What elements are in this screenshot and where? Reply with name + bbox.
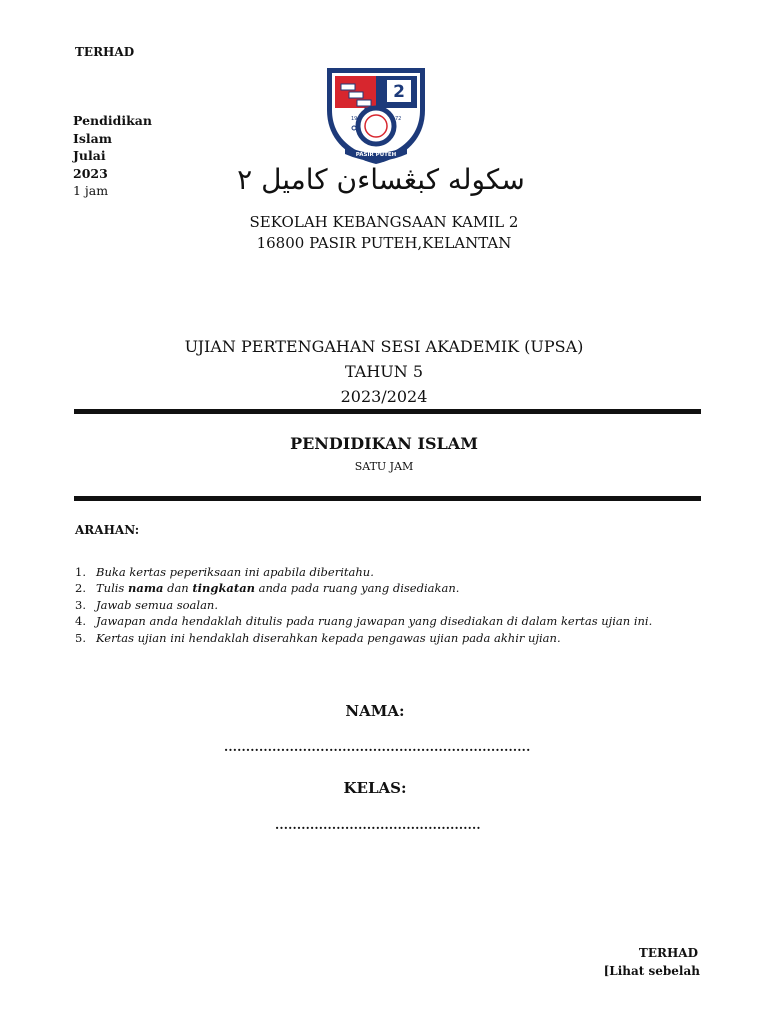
instruction-item-1: 1. Buka kertas peperiksaan ini apabila diberitahu.: [75, 565, 374, 579]
paper-title: PENDIDIKAN ISLAM: [290, 434, 478, 453]
class-field[interactable]: ...............................................: [275, 818, 481, 832]
paper-duration: SATU JAM: [354, 460, 414, 473]
name-field[interactable]: ......................................................................: [224, 740, 531, 754]
subject-line-4: 2023: [73, 165, 108, 181]
name-label: NAMA:: [345, 702, 405, 720]
top-classification: TERHAD: [75, 45, 135, 59]
bottom-divider: [74, 496, 701, 501]
school-crest: [323, 64, 429, 166]
crest-number: 2: [393, 82, 405, 102]
exam-level: TAHUN 5: [344, 362, 424, 381]
see-next-page: [Lihat sebelah: [603, 964, 700, 978]
instruction-item-2: 2. Tulis nama dan tingkatan anda pada ruang yang disediakan.: [75, 581, 460, 596]
crest-small-text-right: 72: [395, 116, 402, 122]
jawi-text: سكوله كبڠساءن كاميل ٢: [237, 163, 525, 196]
crest-motto: PASIR PUTEH: [355, 152, 397, 158]
top-divider: [74, 409, 701, 414]
subject-block: [73, 112, 152, 200]
instruction-item-4: 4. Jawapan anda hendaklah ditulis pada ruang jawapan yang disediakan di dalam kertas ujian ini.: [75, 614, 653, 629]
school-name: SEKOLAH KEBANGSAAN KAMIL 2: [249, 213, 519, 231]
school-address: 16800 PASIR PUTEH,KELANTAN: [256, 234, 512, 252]
crest-small-text-left: 19: [351, 116, 358, 122]
crest-inner-ring: [365, 115, 387, 137]
jawi-school-name: [234, 155, 528, 201]
subject-line-2: Islam: [73, 130, 112, 146]
exam-block: [0, 334, 768, 409]
crest-book-1: [341, 84, 355, 90]
subject-line-1: Pendidikan: [73, 113, 152, 128]
instructions-list: [75, 564, 652, 646]
school-block: [0, 212, 768, 254]
subject-line-3: Julai: [73, 148, 106, 164]
exam-title: UJIAN PERTENGAHAN SESI AKADEMIK (UPSA): [184, 337, 584, 356]
bottom-classification: TERHAD: [638, 946, 698, 960]
instructions-heading: ARAHAN:: [75, 523, 140, 537]
class-label: KELAS:: [343, 779, 407, 797]
instruction-item-5: 5. Kertas ujian ini hendaklah diserahkan kepada pengawas ujian pada akhir ujian.: [75, 630, 561, 645]
emphasis-tingkatan: tingkatan: [192, 581, 256, 596]
emphasis-nama: nama: [128, 581, 164, 596]
instruction-item-3: 3. Jawab semua soalan.: [75, 597, 218, 612]
exam-session: 2023/2024: [340, 387, 428, 406]
crest-book-3: [357, 100, 371, 106]
subject-line-5: 1 jam: [73, 183, 109, 199]
crest-book-2: [349, 92, 363, 98]
